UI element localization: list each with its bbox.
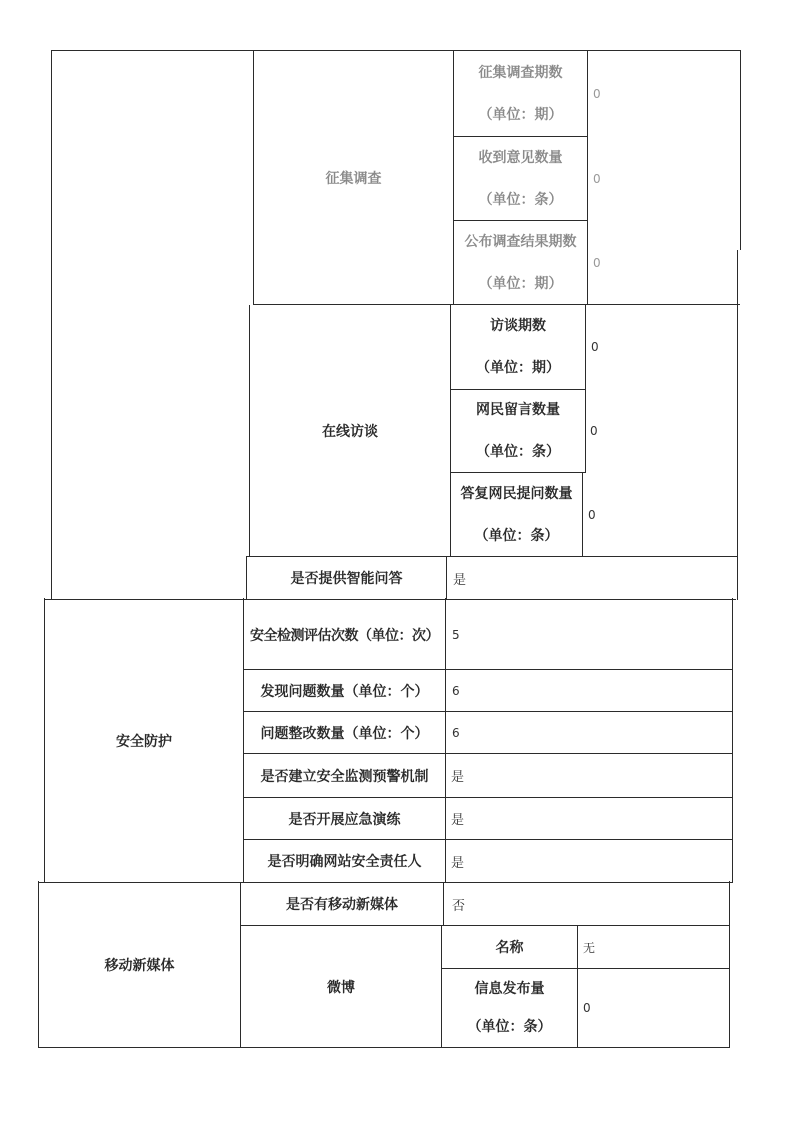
- item-unit: （单位：条）: [478, 191, 563, 208]
- published-results-value: 0: [593, 255, 601, 270]
- interview-periods-label: [451, 305, 585, 389]
- survey-periods-label: [454, 51, 587, 136]
- netizen-messages-value: 0: [590, 424, 598, 438]
- security-officer-value: 是: [451, 855, 465, 871]
- smart-qa-label: 是否提供智能问答: [290, 571, 403, 587]
- issues-fixed-label: 问题整改数量（单位：个）: [260, 725, 429, 742]
- item-unit: （单位：期）: [476, 360, 560, 376]
- security-officer-label: 是否明确网站安全责任人: [267, 854, 422, 870]
- security-assessments-value: 5: [452, 627, 460, 642]
- interview-periods-value: 0: [591, 340, 599, 354]
- answered-questions-label: [451, 473, 582, 556]
- item-unit: （单位：期）: [478, 275, 563, 292]
- item-name: 信息发布量: [474, 981, 545, 997]
- smart-qa-value: 是: [453, 572, 467, 588]
- item-name: 征集调查期数: [478, 64, 563, 81]
- issues-fixed-value: 6: [452, 725, 460, 740]
- group-label-weibo: 微博: [327, 979, 355, 996]
- section-label: [52, 51, 253, 599]
- answered-questions-value: 0: [588, 507, 596, 522]
- item-unit: （单位：条）: [467, 1019, 552, 1035]
- published-results-label: [454, 221, 587, 304]
- monitoring-mechanism-label: 是否建立安全监测预警机制: [260, 768, 429, 785]
- survey-periods-value: 0: [593, 86, 601, 101]
- issues-found-label: 发现问题数量（单位：个）: [260, 683, 429, 700]
- weibo-posts-value: 0: [583, 1001, 591, 1015]
- group-label-survey: 征集调查: [325, 170, 382, 187]
- weibo-name-value: 无: [583, 940, 596, 955]
- item-name: 收到意见数量: [478, 149, 563, 166]
- item-unit: （单位：条）: [476, 444, 560, 460]
- section-label-security: 安全防护: [116, 734, 172, 750]
- item-name: 答复网民提问数量: [460, 485, 573, 502]
- opinions-received-label: [454, 137, 587, 220]
- group-label-interview: 在线访谈: [322, 423, 378, 440]
- emergency-drill-label: 是否开展应急演练: [288, 811, 401, 828]
- has-new-media-label: 是否有移动新媒体: [286, 897, 398, 913]
- netizen-messages-label: [451, 390, 585, 472]
- opinions-received-value: 0: [593, 171, 601, 186]
- item-name: 公布调查结果期数: [464, 233, 577, 250]
- emergency-drill-value: 是: [451, 813, 465, 828]
- item-name: 访谈期数: [490, 318, 546, 334]
- section-label-new-media: 移动新媒体: [104, 958, 175, 974]
- issues-found-value: 6: [452, 683, 460, 698]
- weibo-posts-label: [442, 969, 577, 1047]
- weibo-name-label: 名称: [495, 940, 524, 956]
- has-new-media-value: 否: [452, 898, 466, 914]
- security-assessments-label: 安全检测评估次数（单位：次）: [250, 627, 439, 644]
- item-unit: （单位：条）: [474, 527, 559, 544]
- item-unit: （单位：期）: [478, 106, 563, 123]
- monitoring-mechanism-value: 是: [451, 770, 465, 785]
- item-name: 网民留言数量: [476, 402, 560, 418]
